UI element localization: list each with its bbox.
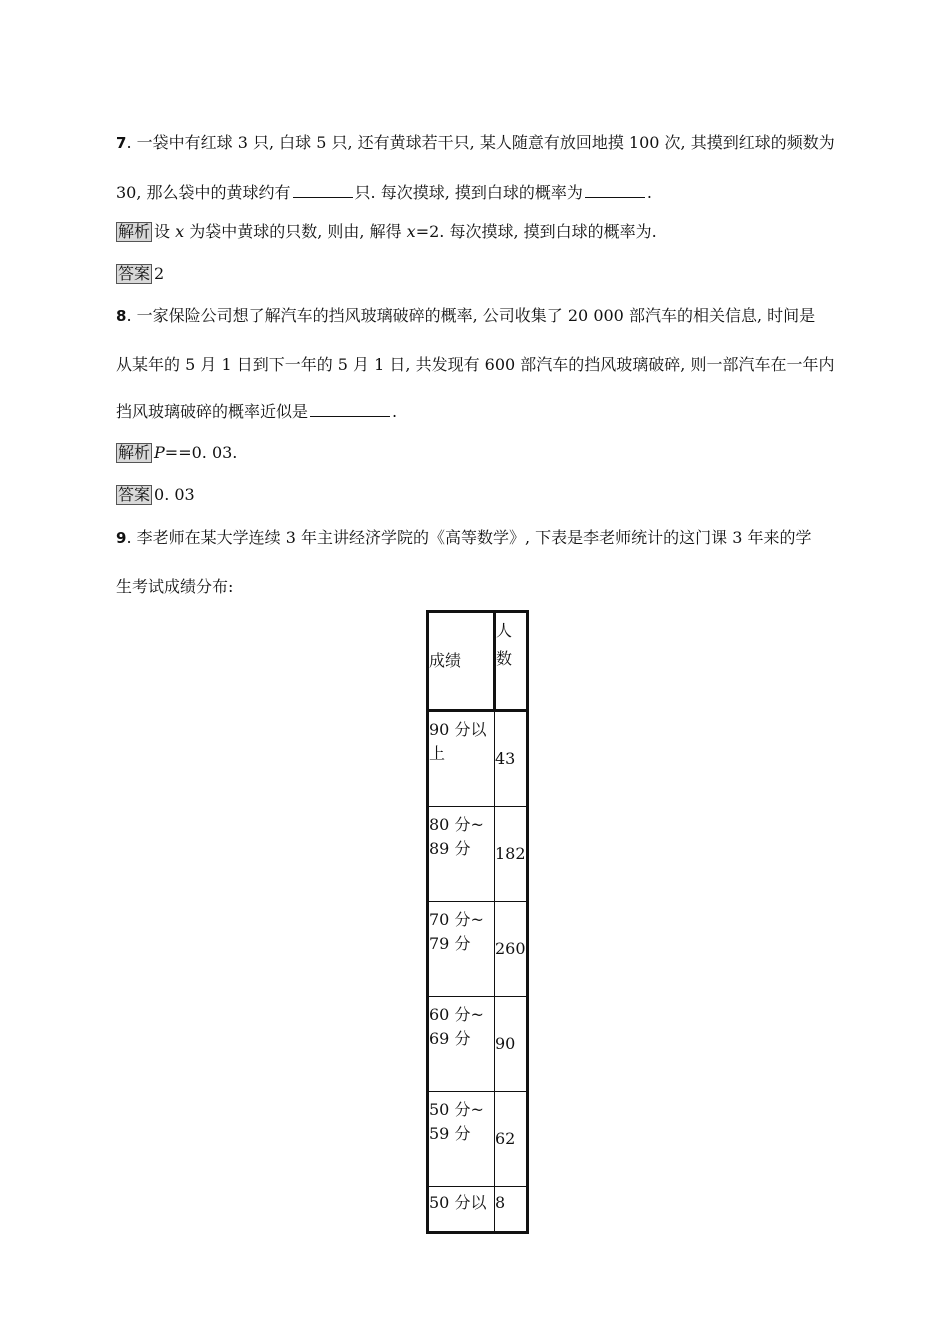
q8-answer-value: 0. 03 [154, 485, 195, 504]
q8-number: 8 [116, 307, 127, 325]
q9-line-2 [116, 577, 233, 597]
q7-line-1 [116, 133, 835, 153]
row-count-value: 43 [495, 749, 516, 768]
row-score [428, 711, 495, 807]
row-count [495, 711, 528, 807]
q8-line-1 [116, 306, 815, 326]
q7-text-2c: . [646, 183, 652, 202]
row-score [428, 997, 495, 1092]
q8-line-3 [116, 402, 397, 422]
q7-analysis [116, 222, 657, 242]
row-count-value: 8 [495, 1193, 506, 1212]
row-count [495, 1187, 528, 1233]
q7-analysis-a: 设 [154, 222, 176, 241]
table-header-row [428, 612, 528, 711]
table-row [428, 711, 528, 807]
row-count [495, 807, 528, 902]
row-count [495, 1092, 528, 1187]
q8-text-2: 从某年的 5 月 1 日到下一年的 5 月 1 日, 共发现有 600 部汽车的挡风玻璃破碎, 则一部汽车在一年内 [116, 355, 835, 374]
row-count [495, 997, 528, 1092]
q8-analysis [116, 443, 237, 463]
row-score [428, 1187, 495, 1233]
score-distribution-table [426, 610, 529, 1234]
q7-text-2a: 30, 那么袋中的黄球约有 [116, 183, 291, 202]
header-score [428, 612, 495, 711]
q8-analysis-var: P [154, 443, 165, 462]
q8-analysis-b: ==0. 03. [164, 443, 238, 462]
q9-number: 9 [116, 529, 127, 547]
q7-blank-1 [293, 183, 353, 198]
table-row [428, 807, 528, 902]
row-score-label: 50 分以 [429, 1193, 487, 1212]
row-score [428, 1092, 495, 1187]
row-score-label: 80 分~89 分 [429, 815, 484, 858]
q7-line-2 [116, 183, 652, 203]
row-count-value: 182 [495, 844, 526, 863]
q8-answer [116, 485, 195, 505]
q7-analysis-b: 为袋中黄球的只数, 则由, 解得 [184, 222, 407, 241]
header-score-label: 成绩 [429, 651, 462, 670]
q7-text-2b: 只. 每次摸球, 摸到白球的概率为 [354, 183, 583, 202]
q7-blank-2 [585, 183, 645, 198]
row-score [428, 807, 495, 902]
q7-number: 7 [116, 134, 127, 152]
row-score-label: 50 分~59 分 [429, 1100, 484, 1143]
q8-text-3b: . [392, 402, 398, 421]
row-count-value: 260 [495, 939, 526, 958]
q7-analysis-var: x [175, 222, 185, 241]
table-row [428, 902, 528, 997]
row-count [495, 902, 528, 997]
q8-line-2 [116, 355, 834, 375]
q9-text-1: . 李老师在某大学连续 3 年主讲经济学院的《高等数学》, 下表是李老师统计的这门课 3 年来的学 [126, 528, 812, 547]
q9-line-1 [116, 528, 812, 548]
header-count [495, 612, 528, 711]
q7-answer [116, 264, 164, 284]
table-row [428, 997, 528, 1092]
q9-text-2: 生考试成绩分布: [116, 577, 234, 596]
q7-answer-tag: 答案 [118, 264, 151, 283]
q8-blank [310, 402, 390, 417]
q7-answer-value: 2 [154, 264, 165, 283]
row-score-label: 60 分~69 分 [429, 1005, 484, 1048]
q7-analysis-var2: x [406, 222, 416, 241]
q8-text-3a: 挡风玻璃破碎的概率近似是 [116, 402, 309, 421]
table-row [428, 1187, 528, 1233]
q7-analysis-tag: 解析 [118, 222, 151, 241]
row-score-label: 90 分以上 [429, 720, 487, 763]
header-count-label: 人数 [496, 621, 513, 668]
row-score [428, 902, 495, 997]
table-row [428, 1092, 528, 1187]
q8-answer-tag: 答案 [118, 485, 151, 504]
row-score-label: 70 分~79 分 [429, 910, 484, 953]
q7-analysis-c: =2. 每次摸球, 摸到白球的概率为. [415, 222, 657, 241]
q7-text-1: . 一袋中有红球 3 只, 白球 5 只, 还有黄球若干只, 某人随意有放回地摸 100 次, 其摸到红球的频数为 [126, 133, 835, 152]
row-count-value: 62 [495, 1129, 516, 1148]
q8-analysis-tag: 解析 [118, 443, 151, 462]
row-count-value: 90 [495, 1034, 516, 1053]
q8-text-1: . 一家保险公司想了解汽车的挡风玻璃破碎的概率, 公司收集了 20 000 部汽车的相关信息, 时间是 [126, 306, 816, 325]
